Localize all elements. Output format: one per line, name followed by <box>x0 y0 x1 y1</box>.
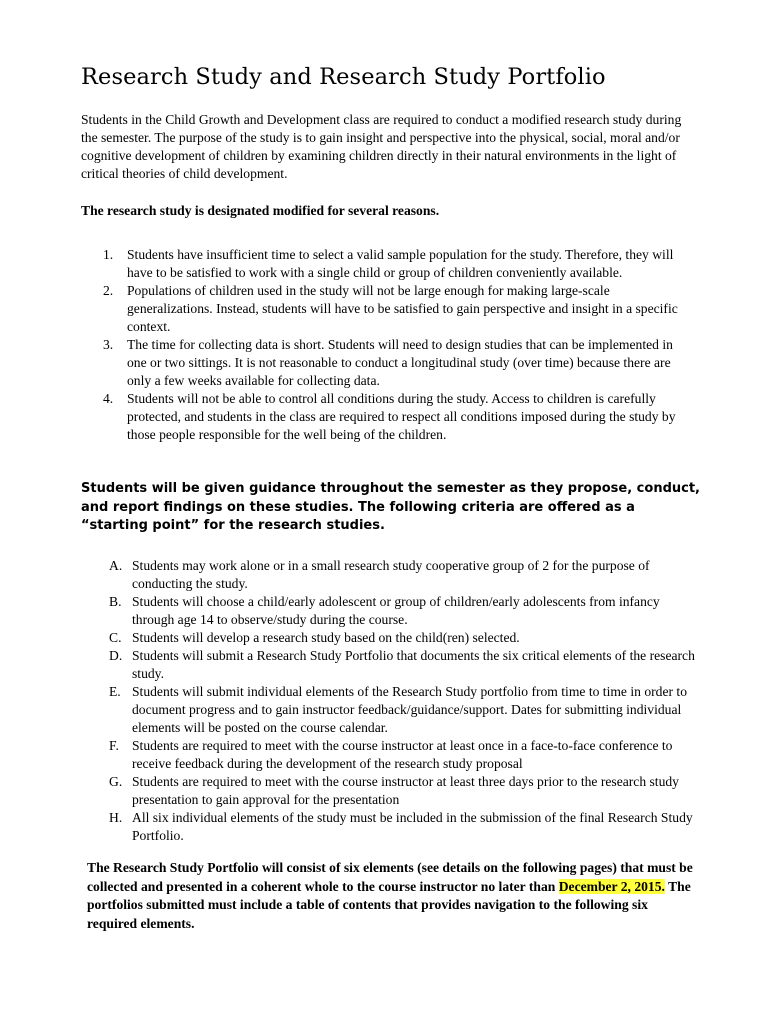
list-item-text: Students will develop a research study based on the child(ren) selected. <box>132 630 520 645</box>
list-item <box>81 629 695 647</box>
list-item <box>81 557 695 593</box>
list-item-text: Students have insufficient time to select a valid sample population for the study. Therefore, they will have to be satisfied to work with a single child or group of children conveniently available. <box>127 247 674 280</box>
list-item-text: Students will submit a Research Study Portfolio that documents the six critical elements of the research study. <box>132 648 695 681</box>
list-item-text: Populations of children used in the study will not be large enough for making large-scale generalizations. Instead, students will have to be satisfied to gain perspective and insight in a specific context. <box>127 283 678 334</box>
list-item-text: Students will choose a child/early adolescent or group of children/early adolescents from infancy through age 14 to observe/study during the course. <box>132 594 660 627</box>
reasons-list <box>81 246 695 444</box>
list-marker: C. <box>109 630 122 645</box>
list-item-text: The time for collecting data is short. Students will need to design studies that can be implemented in one or two sittings. It is not reasonable to conduct a longitudinal study (over time) because there are only a few weeks available for collecting data. <box>127 337 673 388</box>
list-marker: B. <box>109 594 122 609</box>
list-item-text: Students are required to meet with the course instructor at least once in a face-to-face conference to receive feedback during the development of the research study proposal <box>132 738 673 771</box>
list-item <box>81 336 695 390</box>
list-marker: F. <box>109 738 119 753</box>
list-marker: 4. <box>103 391 114 406</box>
list-item <box>81 773 695 809</box>
list-item <box>81 593 695 629</box>
list-marker: D. <box>109 648 123 663</box>
closing-paragraph <box>87 859 697 933</box>
list-marker: 3. <box>103 337 114 352</box>
criteria-list <box>81 557 695 845</box>
list-item-text: All six individual elements of the study must be included in the submission of the final Research Study Portfolio. <box>132 810 693 843</box>
list-marker: E. <box>109 684 121 699</box>
list-item <box>81 246 695 282</box>
list-item-text: Students will not be able to control all conditions during the study. Access to children is carefully protected, and students in the class are required to respect all conditions imposed during the study by those people responsible for the well being of the children. <box>127 391 676 442</box>
list-item <box>81 809 695 845</box>
guidance-paragraph: Students will be given guidance throughout the semester as they propose, conduct, and report findings on these studies. The following criteria are offered as a “starting point” for the research studies. <box>81 481 700 533</box>
list-item <box>81 737 695 773</box>
intro-paragraph: Students in the Child Growth and Development class are required to conduct a modified research study during the semester. The purpose of the study is to gain insight and perspective into the physical, social, moral and/or cognitive development of children by examining children directly in their natural environments in the light of critical theories of child development. <box>81 112 682 181</box>
list-item <box>81 390 695 444</box>
list-item <box>81 647 695 683</box>
list-item-text: Students may work alone or in a small research study cooperative group of 2 for the purpose of conducting the study. <box>132 558 650 591</box>
list-item-text: Students will submit individual elements of the Research Study portfolio from time to time in order to document progress and to gain instructor feedback/guidance/support. Dates for submitting individual elements will be posted on the course calendar. <box>132 684 687 735</box>
list-item-text: Students are required to meet with the course instructor at least three days prior to the research study presentation to gain approval for the presentation <box>132 774 679 807</box>
list-marker: 1. <box>103 247 114 262</box>
closing-text-after: The portfolios submitted must include a table of contents that provides navigation to the following six required elements. <box>87 878 691 931</box>
list-marker: H. <box>109 810 123 825</box>
reasons-heading: The research study is designated modified for several reasons. <box>81 203 440 218</box>
list-marker: G. <box>109 774 123 789</box>
list-marker: 2. <box>103 283 114 298</box>
document-title: Research Study and Research Study Portfolio <box>81 64 606 90</box>
due-date-highlight: December 2, 2015. <box>558 878 665 894</box>
list-marker: A. <box>109 558 123 573</box>
list-item <box>81 282 695 336</box>
closing-text-before: The Research Study Portfolio will consist of six elements (see details on the following pages) that must be collected and presented in a coherent whole to the course instructor no later than <box>87 860 693 894</box>
list-item <box>81 683 695 737</box>
